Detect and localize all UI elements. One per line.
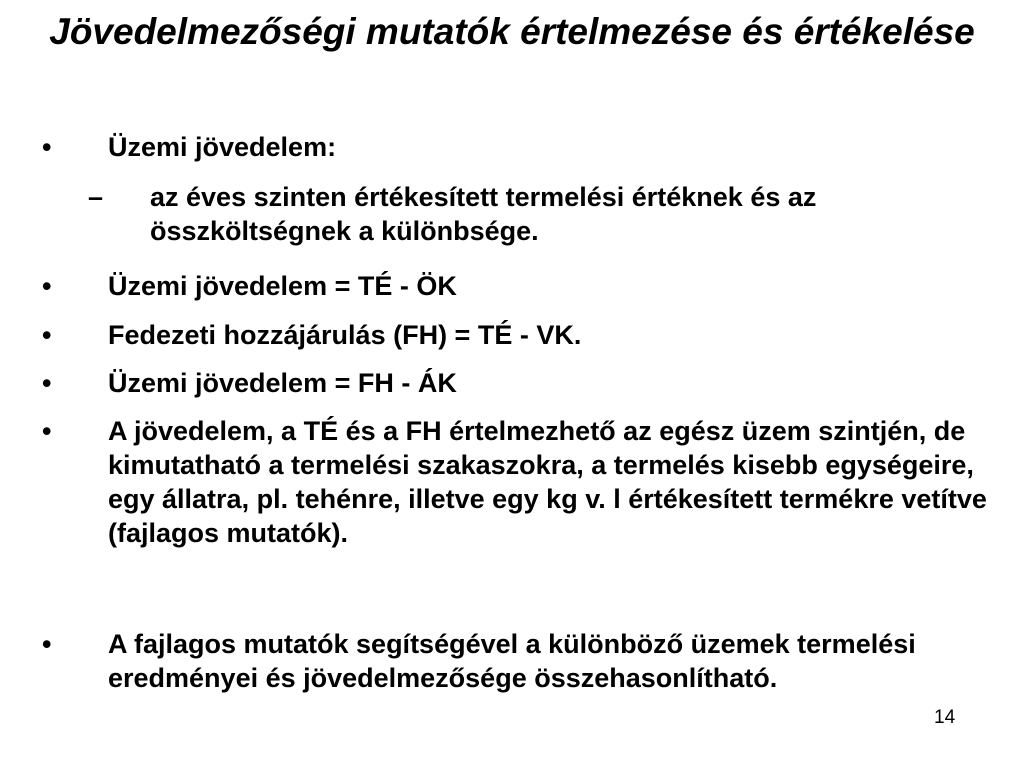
bullet-icon: • xyxy=(42,629,52,659)
bullet-icon: • xyxy=(42,132,52,162)
slide-title: Jövedelmezőségi mutatók értelmezése és értékelése xyxy=(49,11,975,52)
bullet-icon: • xyxy=(42,368,52,398)
bullet-text: Fedezeti hozzájárulás (FH) = TÉ - VK. xyxy=(108,320,582,350)
bullet-icon: • xyxy=(42,416,52,446)
bullet-text: A jövedelem, a TÉ és a FH értelmezhető az egész üzem szintjén, de kimutatható a termelési szakaszokra, a termelés kisebb egységeire, egy állatra, pl. tehénre, illetve egy kg v. l értékesített termékre vetítve (fajlagos mutatók). xyxy=(108,416,987,548)
bullet-text: Üzemi jövedelem = FH - ÁK xyxy=(108,368,457,398)
bullet-text: A fajlagos mutatók segítségével a különböző üzemek termelési eredményei és jövedelmezősége összehasonlítható. xyxy=(108,629,916,693)
sub-bullet-text: az éves szinten értékesített termelési értéknek és az összköltségnek a különbsége. xyxy=(150,182,817,246)
dash-icon: – xyxy=(88,182,104,212)
bullet-icon: • xyxy=(42,271,52,301)
bullet-text: Üzemi jövedelem = TÉ - ÖK xyxy=(108,271,457,301)
bullet-icon: • xyxy=(42,320,52,350)
page-number: 14 xyxy=(934,707,956,728)
bullet-text: Üzemi jövedelem: xyxy=(108,132,337,162)
